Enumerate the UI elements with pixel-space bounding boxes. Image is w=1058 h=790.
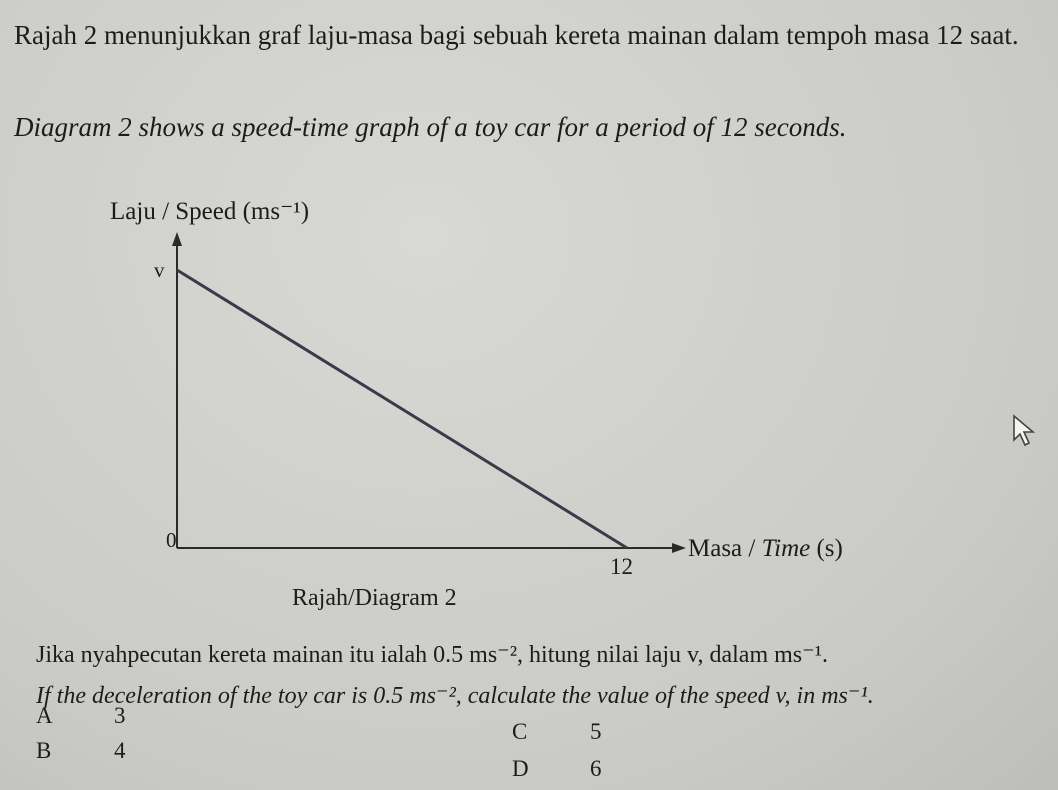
option-d-letter: D [512,756,529,781]
x-axis-label-malay: Masa / [688,535,762,562]
question-malay: Jika nyahpecutan kereta mainan itu ialah 0.5 ms⁻², hitung nilai laju v, dalam ms⁻¹. [36,642,828,668]
option-c-letter: C [512,719,528,744]
option-c[interactable] [512,719,602,745]
origin-label: 0 [166,528,177,552]
option-b-value: 4 [114,738,126,763]
option-b[interactable] [36,738,126,764]
option-a[interactable] [36,703,126,729]
option-d-value: 6 [590,756,602,781]
question-english: If the deceleration of the toy car is 0.5 ms⁻², calculate the value of the speed v, in ms⁻¹. [36,683,874,709]
diagram-caption: Rajah/Diagram 2 [292,585,457,611]
option-a-letter: A [36,703,53,728]
question-intro-malay: Rajah 2 menunjukkan graf laju-masa bagi sebuah kereta mainan dalam tempoh masa 12 saat. [14,20,1019,50]
x-axis-label [688,535,843,563]
option-c-value: 5 [590,719,602,744]
option-a-value: 3 [114,703,126,728]
x-end-tick-label: 12 [610,554,633,579]
y-axis-label: Laju / Speed (ms⁻¹) [110,198,310,225]
option-b-letter: B [36,738,52,763]
option-d[interactable] [512,756,602,782]
x-axis-label-unit: (s) [810,535,843,562]
mouse-cursor-icon [1012,414,1040,448]
question-intro-english: Diagram 2 shows a speed-time graph of a toy car for a period of 12 seconds. [14,112,847,142]
y-axis-arrowhead [172,232,182,246]
speed-line [177,270,627,548]
x-axis-label-english: Time [761,535,811,562]
v-tick-label: v [154,258,165,282]
x-axis-arrowhead [672,543,686,553]
